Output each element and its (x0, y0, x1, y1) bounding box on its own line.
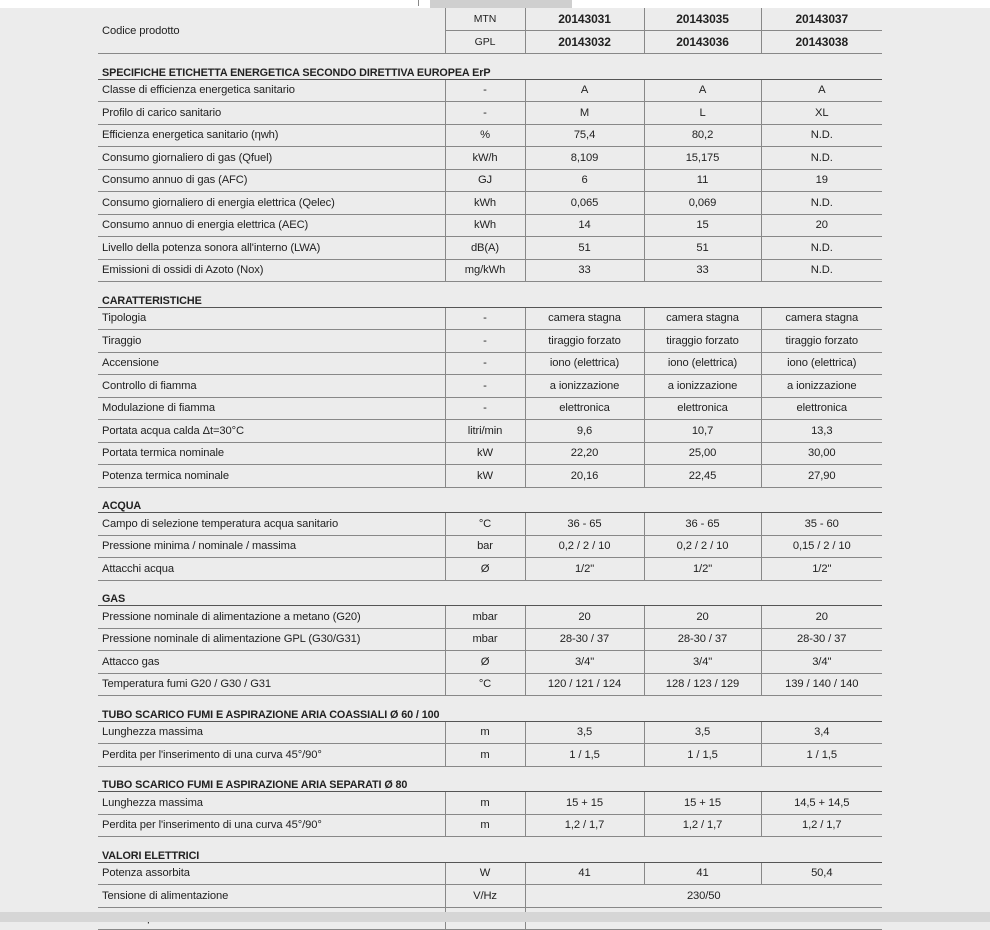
spec-row (98, 792, 882, 815)
spec-value: 33 (525, 259, 644, 282)
bottom-strip (0, 912, 990, 922)
spec-label: Emissioni di ossidi di Azoto (Nox) (98, 259, 445, 282)
spec-unit: GJ (445, 169, 525, 192)
spec-value: 1,2 / 1,7 (761, 814, 882, 837)
spec-row (98, 237, 882, 260)
spec-value: A (644, 79, 761, 102)
spec-row (98, 102, 882, 125)
spec-value: 6 (525, 169, 644, 192)
spec-row (98, 744, 882, 767)
section-title: GAS (98, 580, 882, 606)
spec-value: 10,7 (644, 420, 761, 443)
spec-value: N.D. (761, 237, 882, 260)
spec-row (98, 673, 882, 696)
spec-unit: kW (445, 442, 525, 465)
spec-value: 1/2" (525, 558, 644, 581)
spec-value: 0,2 / 2 / 10 (644, 535, 761, 558)
spec-value: 20 (644, 606, 761, 629)
spec-value: 41 (525, 862, 644, 885)
fuel-mtn: MTN (445, 8, 525, 31)
spec-label: Modulazione di fiamma (98, 397, 445, 420)
spec-row (98, 352, 882, 375)
spec-row (98, 79, 882, 102)
spec-value: 13,3 (761, 420, 882, 443)
spec-value: 1,2 / 1,7 (644, 814, 761, 837)
spec-value: 15 + 15 (644, 792, 761, 815)
spec-unit: bar (445, 535, 525, 558)
spec-label: Tipologia (98, 307, 445, 330)
spec-unit: W (445, 862, 525, 885)
spec-label: Consumo giornaliero di energia elettrica (Qelec) (98, 192, 445, 215)
spec-value: camera stagna (525, 307, 644, 330)
spec-value: 28-30 / 37 (644, 628, 761, 651)
code-cell: 20143036 (644, 31, 761, 54)
section-title: TUBO SCARICO FUMI E ASPIRAZIONE ARIA SEPARATI Ø 80 (98, 766, 882, 792)
spec-body (98, 8, 882, 930)
spec-row (98, 862, 882, 885)
spec-value: camera stagna (761, 307, 882, 330)
code-cell: 20143037 (761, 8, 882, 31)
spec-value: M (525, 102, 644, 125)
spec-label: Pressione nominale di alimentazione a metano (G20) (98, 606, 445, 629)
spec-value: 28-30 / 37 (525, 628, 644, 651)
spec-value: 36 - 65 (525, 513, 644, 536)
spec-unit: - (445, 79, 525, 102)
section-title: VALORI ELETTRICI (98, 837, 882, 863)
spec-value: 20 (761, 214, 882, 237)
spec-value: 15,175 (644, 147, 761, 170)
top-tab (430, 0, 572, 8)
spec-unit: litri/min (445, 420, 525, 443)
spec-value: 139 / 140 / 140 (761, 673, 882, 696)
spec-value: 22,20 (525, 442, 644, 465)
spec-value: 0,2 / 2 / 10 (525, 535, 644, 558)
spec-value: 33 (644, 259, 761, 282)
spec-value: 20 (761, 606, 882, 629)
spec-value: 50,4 (761, 862, 882, 885)
spec-value: tiraggio forzato (761, 330, 882, 353)
spec-value: 14 (525, 214, 644, 237)
technical-specs-table (98, 8, 882, 930)
spec-value: iono (elettrica) (761, 352, 882, 375)
spec-value: 15 + 15 (525, 792, 644, 815)
spec-value: 3,5 (525, 721, 644, 744)
spec-value: A (761, 79, 882, 102)
spec-value: elettronica (644, 397, 761, 420)
spec-unit: V/Hz (445, 885, 525, 908)
spec-unit: - (445, 375, 525, 398)
product-code-label: Codice prodotto (98, 8, 445, 54)
spec-label: Profilo di carico sanitario (98, 102, 445, 125)
spec-label: Attacchi acqua (98, 558, 445, 581)
spec-row (98, 628, 882, 651)
section-title: ACQUA (98, 487, 882, 513)
spec-value: 51 (644, 237, 761, 260)
spec-value: 14,5 + 14,5 (761, 792, 882, 815)
spec-row (98, 307, 882, 330)
spec-label: Portata termica nominale (98, 442, 445, 465)
spec-unit: % (445, 124, 525, 147)
spec-label: Potenza assorbita (98, 862, 445, 885)
spec-value: A (525, 79, 644, 102)
spec-value: elettronica (525, 397, 644, 420)
spec-unit: m (445, 814, 525, 837)
spec-label: Tensione di alimentazione (98, 885, 445, 908)
spec-row (98, 558, 882, 581)
spec-unit: m (445, 744, 525, 767)
spec-value: a ionizzazione (525, 375, 644, 398)
spec-value: 0,069 (644, 192, 761, 215)
spec-unit: kWh (445, 214, 525, 237)
spec-label: Livello della potenza sonora all'interno (LWA) (98, 237, 445, 260)
code-cell: 20143035 (644, 8, 761, 31)
spec-row (98, 192, 882, 215)
spec-unit: - (445, 397, 525, 420)
spec-value: 30,00 (761, 442, 882, 465)
section-header (98, 580, 882, 606)
spec-unit: - (445, 102, 525, 125)
spec-unit: kW/h (445, 147, 525, 170)
spec-row (98, 420, 882, 443)
spec-row (98, 721, 882, 744)
spec-value: 120 / 121 / 124 (525, 673, 644, 696)
spec-value: 22,45 (644, 465, 761, 488)
spec-row (98, 214, 882, 237)
spec-value: 9,6 (525, 420, 644, 443)
spec-value: 35 - 60 (761, 513, 882, 536)
spec-value: 1/2" (761, 558, 882, 581)
spec-label: Portata acqua calda Δt=30°C (98, 420, 445, 443)
spec-value: N.D. (761, 124, 882, 147)
spec-row (98, 330, 882, 353)
spec-unit: Ø (445, 651, 525, 674)
spec-value: 128 / 123 / 129 (644, 673, 761, 696)
header-row-mtn (98, 8, 882, 31)
spec-value: N.D. (761, 259, 882, 282)
spec-label: Controllo di fiamma (98, 375, 445, 398)
spec-label: Temperatura fumi G20 / G30 / G31 (98, 673, 445, 696)
code-cell: 20143032 (525, 31, 644, 54)
spec-row (98, 169, 882, 192)
spec-value: N.D. (761, 147, 882, 170)
spec-value: 75,4 (525, 124, 644, 147)
spec-unit: - (445, 352, 525, 375)
spec-row (98, 465, 882, 488)
spec-value: 8,109 (525, 147, 644, 170)
spec-value-merged: 230/50 (525, 885, 882, 908)
spec-value: 20 (525, 606, 644, 629)
spec-value: N.D. (761, 192, 882, 215)
spec-row (98, 259, 882, 282)
spec-value: 3/4" (525, 651, 644, 674)
spec-unit: m (445, 721, 525, 744)
spec-value: camera stagna (644, 307, 761, 330)
spec-value: 27,90 (761, 465, 882, 488)
spec-value: 1 / 1,5 (761, 744, 882, 767)
spec-label: Attacco gas (98, 651, 445, 674)
spec-value: 28-30 / 37 (761, 628, 882, 651)
spec-label: Potenza termica nominale (98, 465, 445, 488)
spec-value: 80,2 (644, 124, 761, 147)
spec-value: 51 (525, 237, 644, 260)
spec-unit: m (445, 792, 525, 815)
spec-value: 19 (761, 169, 882, 192)
top-divider (418, 0, 419, 6)
spec-value: tiraggio forzato (525, 330, 644, 353)
spec-unit: mg/kWh (445, 259, 525, 282)
spec-value: 36 - 65 (644, 513, 761, 536)
spec-row (98, 814, 882, 837)
spec-row (98, 535, 882, 558)
spec-unit: - (445, 330, 525, 353)
section-title: CARATTERISTICHE (98, 282, 882, 308)
spec-row (98, 147, 882, 170)
spec-label: Lunghezza massima (98, 792, 445, 815)
spec-row (98, 397, 882, 420)
section-title: SPECIFICHE ETICHETTA ENERGETICA SECONDO DIRETTIVA EUROPEA ErP (98, 54, 882, 80)
spec-label: Pressione minima / nominale / massima (98, 535, 445, 558)
spec-value: iono (elettrica) (525, 352, 644, 375)
spec-unit: °C (445, 673, 525, 696)
spec-value: 41 (644, 862, 761, 885)
spec-value: 3,4 (761, 721, 882, 744)
section-header (98, 54, 882, 80)
spec-value: 1 / 1,5 (525, 744, 644, 767)
spec-value: 3,5 (644, 721, 761, 744)
section-header (98, 282, 882, 308)
spec-row (98, 442, 882, 465)
spec-unit: mbar (445, 606, 525, 629)
top-strip (0, 0, 990, 8)
spec-value: L (644, 102, 761, 125)
spec-row (98, 513, 882, 536)
spec-unit: Ø (445, 558, 525, 581)
spec-label: Consumo annuo di gas (AFC) (98, 169, 445, 192)
section-header (98, 837, 882, 863)
spec-label: Campo di selezione temperatura acqua sanitario (98, 513, 445, 536)
spec-value: tiraggio forzato (644, 330, 761, 353)
spec-label: Pressione nominale di alimentazione GPL (G30/G31) (98, 628, 445, 651)
spec-value: 1 / 1,5 (644, 744, 761, 767)
spec-label: Tiraggio (98, 330, 445, 353)
spec-unit: kWh (445, 192, 525, 215)
spec-row (98, 651, 882, 674)
spec-label: Consumo annuo di energia elettrica (AEC) (98, 214, 445, 237)
section-header (98, 696, 882, 722)
spec-unit: °C (445, 513, 525, 536)
spec-value: XL (761, 102, 882, 125)
section-header (98, 487, 882, 513)
spec-value: elettronica (761, 397, 882, 420)
spec-value: iono (elettrica) (644, 352, 761, 375)
spec-value: 20,16 (525, 465, 644, 488)
spec-value: 0,065 (525, 192, 644, 215)
fuel-gpl: GPL (445, 31, 525, 54)
spec-row (98, 375, 882, 398)
spec-row (98, 885, 882, 908)
spec-label: Accensione (98, 352, 445, 375)
spec-label: Classe di efficienza energetica sanitario (98, 79, 445, 102)
spec-unit: kW (445, 465, 525, 488)
spec-value: a ionizzazione (761, 375, 882, 398)
spec-value: 15 (644, 214, 761, 237)
spec-value: 1,2 / 1,7 (525, 814, 644, 837)
spec-unit: - (445, 307, 525, 330)
spec-value: a ionizzazione (644, 375, 761, 398)
code-cell: 20143031 (525, 8, 644, 31)
section-header (98, 766, 882, 792)
spec-label: Perdita per l'inserimento di una curva 45°/90° (98, 814, 445, 837)
spec-value: 3/4" (644, 651, 761, 674)
spec-row (98, 606, 882, 629)
spec-value: 1/2" (644, 558, 761, 581)
spec-label: Perdita per l'inserimento di una curva 45°/90° (98, 744, 445, 767)
spec-value: 25,00 (644, 442, 761, 465)
code-cell: 20143038 (761, 31, 882, 54)
spec-label: Consumo giornaliero di gas (Qfuel) (98, 147, 445, 170)
spec-label: Lunghezza massima (98, 721, 445, 744)
spec-unit: mbar (445, 628, 525, 651)
spec-unit: dB(A) (445, 237, 525, 260)
spec-value: 3/4" (761, 651, 882, 674)
spec-value: 11 (644, 169, 761, 192)
section-title: TUBO SCARICO FUMI E ASPIRAZIONE ARIA COASSIALI Ø 60 / 100 (98, 696, 882, 722)
spec-value: 0,15 / 2 / 10 (761, 535, 882, 558)
spec-row (98, 124, 882, 147)
spec-label: Efficienza energetica sanitario (ηwh) (98, 124, 445, 147)
